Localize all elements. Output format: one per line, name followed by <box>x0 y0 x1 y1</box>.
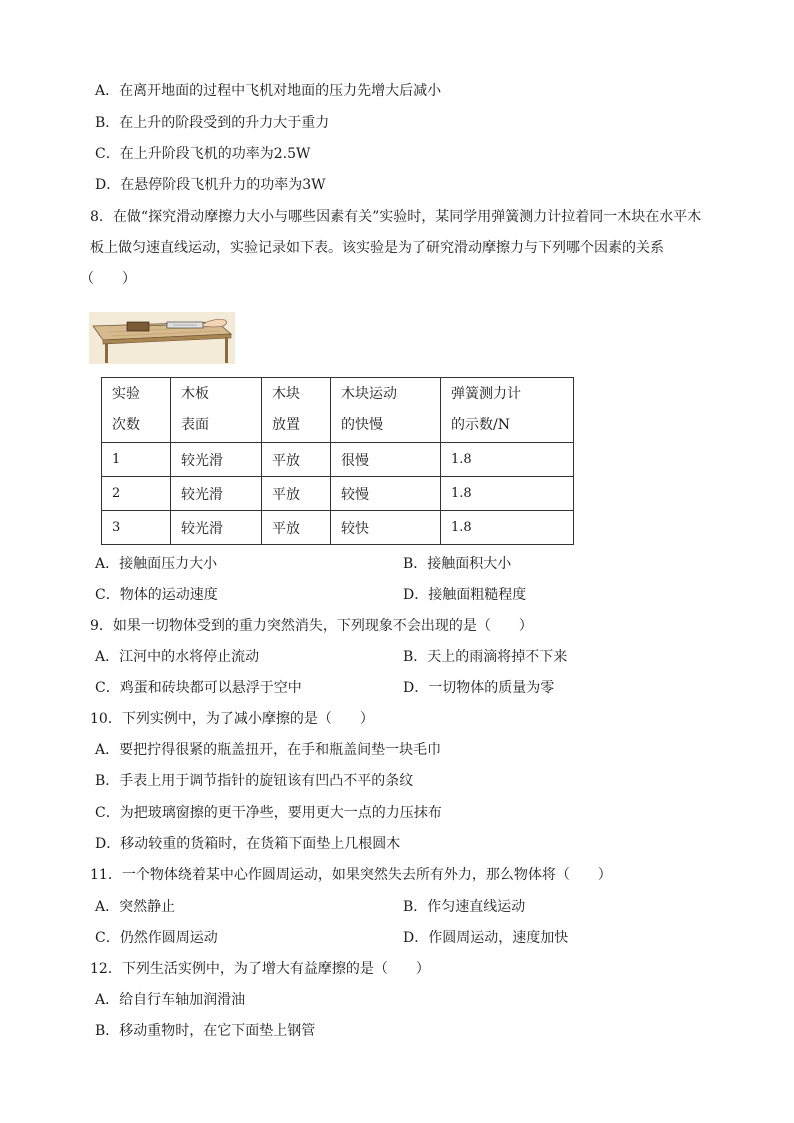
q10-option-c: C．为把玻璃窗擦的更干净些，要用更大一点的力压抹布 <box>95 805 442 821</box>
header-cell-scale-reading: 弹簧测力计 的示数/N <box>441 378 574 443</box>
header-cell-trial: 实验 次数 <box>102 378 171 443</box>
q7-option-a: A．在离开地面的过程中飞机对地面的压力先增大后减小 <box>95 83 442 99</box>
q9-option-d: D．一切物体的质量为零 <box>403 680 555 696</box>
table-cell: 2 <box>102 477 171 511</box>
q7-option-d: D．在悬停阶段飞机升力的功率为3W <box>95 177 326 193</box>
q11-option-c: C．仍然作圆周运动 <box>95 930 218 946</box>
table-cell: 较光滑 <box>171 477 262 511</box>
q8-option-a: A．接触面压力大小 <box>95 556 218 572</box>
header-cell-board-surface: 木板 表面 <box>171 378 262 443</box>
q8-option-b: B．接触面积大小 <box>403 556 512 572</box>
q8-stem-line2: 板上做匀速直线运动，实验记录如下表。该实验是为了研究滑动摩擦力与下列哪个因素的关系 <box>90 240 664 256</box>
q12-option-a: A．给自行车轴加润滑油 <box>95 992 246 1008</box>
q8-answer-blank: （ ） <box>80 271 136 287</box>
q8-option-c: C．物体的运动速度 <box>95 587 218 603</box>
table-row <box>102 443 574 477</box>
q8-option-d: D．接触面粗糙程度 <box>403 587 527 603</box>
q10-option-d: D．移动较重的货箱时，在货箱下面垫上几根圆木 <box>95 836 401 852</box>
table-cell: 3 <box>102 511 171 545</box>
table-cell: 平放 <box>262 511 331 545</box>
table-cell: 很慢 <box>331 443 441 477</box>
table-row <box>102 511 574 545</box>
q7-option-b: B．在上升的阶段受到的升力大于重力 <box>95 115 330 131</box>
header-cell-block-speed: 木块运动 的快慢 <box>331 378 441 443</box>
experiment-table <box>101 377 574 545</box>
q9-option-b: B．天上的雨滴将掉不下来 <box>403 649 568 665</box>
table-cell: 较光滑 <box>171 511 262 545</box>
table-cell: 较快 <box>331 511 441 545</box>
table-cell: 平放 <box>262 477 331 511</box>
q12-option-b: B．移动重物时，在它下面垫上钢管 <box>95 1023 316 1039</box>
q10-stem: 10．下列实例中，为了减小摩擦的是（ ） <box>90 711 374 727</box>
q11-option-a: A．突然静止 <box>95 899 176 915</box>
table-cell: 1.8 <box>441 477 574 511</box>
header-cell-block-placement: 木块 放置 <box>262 378 331 443</box>
q12-stem: 12．下列生活实例中，为了增大有益摩擦的是（ ） <box>90 961 430 977</box>
q11-stem: 11．一个物体绕着某中心作圆周运动，如果突然失去所有外力，那么物体将（ ） <box>90 867 612 883</box>
q9-option-a: A．江河中的水将停止流动 <box>95 649 260 665</box>
table-row <box>102 477 574 511</box>
table-cell: 平放 <box>262 443 331 477</box>
q10-option-b: B．手表上用于调节指针的旋钮该有凹凸不平的条纹 <box>95 773 414 789</box>
experiment-figure <box>89 312 235 364</box>
table-cell: 1.8 <box>441 443 574 477</box>
table-cell: 较慢 <box>331 477 441 511</box>
q10-option-a: A．要把拧得很紧的瓶盖扭开，在手和瓶盖间垫一块毛巾 <box>95 742 442 758</box>
q9-stem: 9．如果一切物体受到的重力突然消失，下列现象不会出现的是（ ） <box>90 618 533 634</box>
q9-option-c: C．鸡蛋和砖块都可以悬浮于空中 <box>95 680 302 696</box>
q7-option-c: C．在上升阶段飞机的功率为2.5W <box>95 146 311 162</box>
q11-option-d: D．作圆周运动，速度加快 <box>403 930 569 946</box>
table-header-row <box>102 378 574 443</box>
q8-stem-line1: 8．在做“探究滑动摩擦力大小与哪些因素有关”实验时，某同学用弹簧测力计拉着同一木块在水平木 <box>90 209 702 225</box>
table-cell: 1.8 <box>441 511 574 545</box>
q11-option-b: B．作匀速直线运动 <box>403 899 526 915</box>
table-cell: 较光滑 <box>171 443 262 477</box>
table-cell: 1 <box>102 443 171 477</box>
